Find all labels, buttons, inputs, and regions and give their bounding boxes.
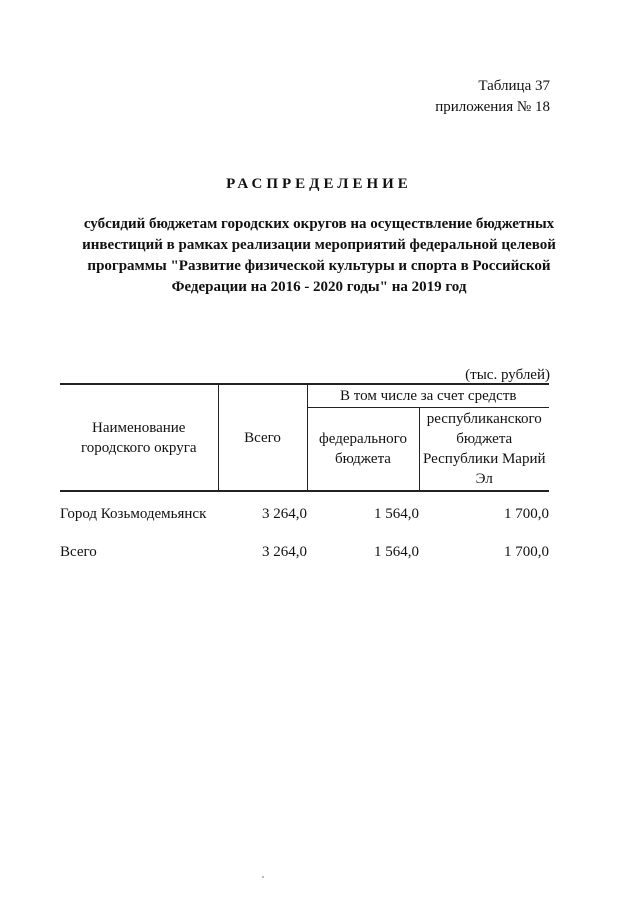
subtitle-line: программы "Развитие физической культуры и спорта в Российской: [87, 258, 551, 274]
distribution-table: [60, 383, 549, 562]
scan-speck: [262, 876, 264, 878]
document-subtitle: [60, 214, 578, 298]
cell-total-label: Всего: [60, 544, 97, 560]
appendix-number: приложения № 18: [435, 99, 550, 115]
cell-district-name: Город Козьмодемьянск: [60, 506, 207, 522]
cell-federal: 1 564,0: [374, 544, 419, 560]
cell-total: 3 264,0: [262, 506, 307, 522]
cell-federal: 1 564,0: [374, 506, 419, 522]
subtitle-line: инвестиций в рамках реализации мероприятий федеральной целевой: [82, 237, 556, 253]
header-republic-budget: республиканского бюджета Республики Марий Эл: [419, 408, 549, 492]
header-district-name: Наименование городского округа: [60, 384, 218, 491]
header-total: Всего: [218, 384, 307, 491]
table-reference: [435, 76, 550, 118]
subtitle-line: субсидий бюджетам городских округов на осуществление бюджетных: [83, 216, 555, 232]
cell-total: 3 264,0: [262, 544, 307, 560]
subtitle-line: Федерации на 2016 - 2020 годы" на 2019 год: [171, 279, 467, 295]
document-title: РАСПРЕДЕЛЕНИЕ: [226, 176, 412, 192]
table-number: Таблица 37: [478, 78, 550, 94]
cell-republic: 1 700,0: [504, 506, 549, 522]
units-label: (тыс. рублей): [465, 367, 550, 383]
cell-republic: 1 700,0: [504, 544, 549, 560]
table-row: [60, 491, 549, 524]
header-funding-group: В том числе за счет средств: [307, 384, 549, 408]
header-federal-budget: федерального бюджета: [307, 408, 419, 492]
table-row-total: [60, 524, 549, 562]
